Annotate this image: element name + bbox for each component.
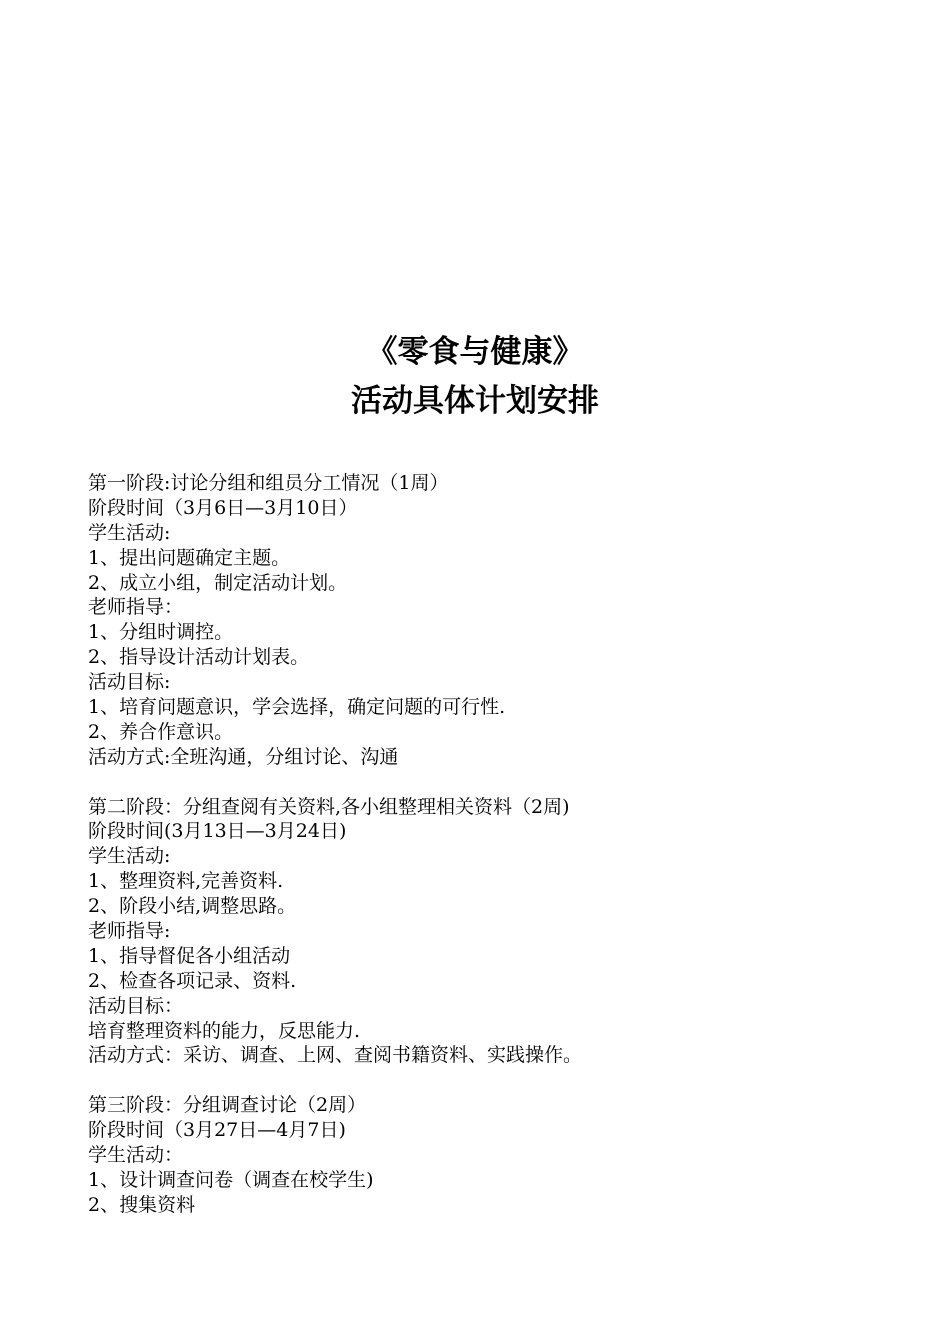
list-item: 1、设计调查问卷（调查在校学生): [88, 1168, 374, 1191]
stage-heading: 第一阶段:讨论分组和组员分工情况（1周）: [88, 472, 449, 494]
section-label: 活动目标：: [88, 994, 184, 1017]
list-item: 1、分组时调控。: [88, 621, 234, 644]
stage-time: 阶段时间（3月27日—4月7日): [88, 1119, 346, 1142]
document-title: [0, 328, 950, 426]
stage-section: [88, 1093, 888, 1217]
list-item: 2、指导设计活动计划表。: [88, 646, 310, 669]
list-item: 2、成立小组，制定活动计划。: [88, 571, 348, 594]
stage-heading: 第三阶段：分组调查讨论（2周）: [88, 1094, 367, 1117]
section-label: 学生活动:: [88, 845, 171, 868]
section-label: 老师指导:: [88, 920, 171, 943]
activity-method: 活动方式：采访、调查、上网、查阅书籍资料、实践操作。: [88, 1044, 583, 1067]
list-item: 1、指导督促各小组活动: [88, 944, 291, 967]
section-label: 活动目标:: [88, 671, 171, 694]
activity-method: 活动方式:全班沟通，分组讨论、沟通: [88, 745, 399, 768]
paragraph-gap: [88, 770, 888, 795]
document-body: [88, 471, 888, 1218]
stage-time: 阶段时间(3月13日—3月24日): [88, 820, 347, 843]
stage-time: 阶段时间（3月6日—3月10日）: [88, 496, 358, 519]
list-item: 2、养合作意识。: [88, 720, 234, 743]
section-label: 学生活动：: [88, 1144, 184, 1167]
section-label: 老师指导：: [88, 596, 184, 619]
title-line-2: 活动具体计划安排: [351, 383, 599, 419]
list-item: 1、提出问题确定主题。: [88, 546, 291, 569]
list-item: 2、搜集资料: [88, 1193, 196, 1216]
paragraph-gap: [88, 1068, 888, 1093]
stage-section: [88, 471, 888, 770]
stage-section: [88, 795, 888, 1069]
list-item: 培育整理资料的能力，反思能力.: [88, 1019, 361, 1042]
list-item: 1、整理资料,完善资料.: [88, 870, 284, 893]
list-item: 2、检查各项记录、资料.: [88, 969, 297, 992]
section-label: 学生活动:: [88, 521, 171, 544]
stage-heading: 第二阶段：分组查阅有关资料,各小组整理相关资料（2周): [88, 795, 570, 818]
list-item: 1、培育问题意识，学会选择，确定问题的可行性.: [88, 696, 506, 719]
list-item: 2、阶段小结,调整思路。: [88, 895, 297, 918]
title-line-1: 《零食与健康》: [366, 334, 584, 370]
